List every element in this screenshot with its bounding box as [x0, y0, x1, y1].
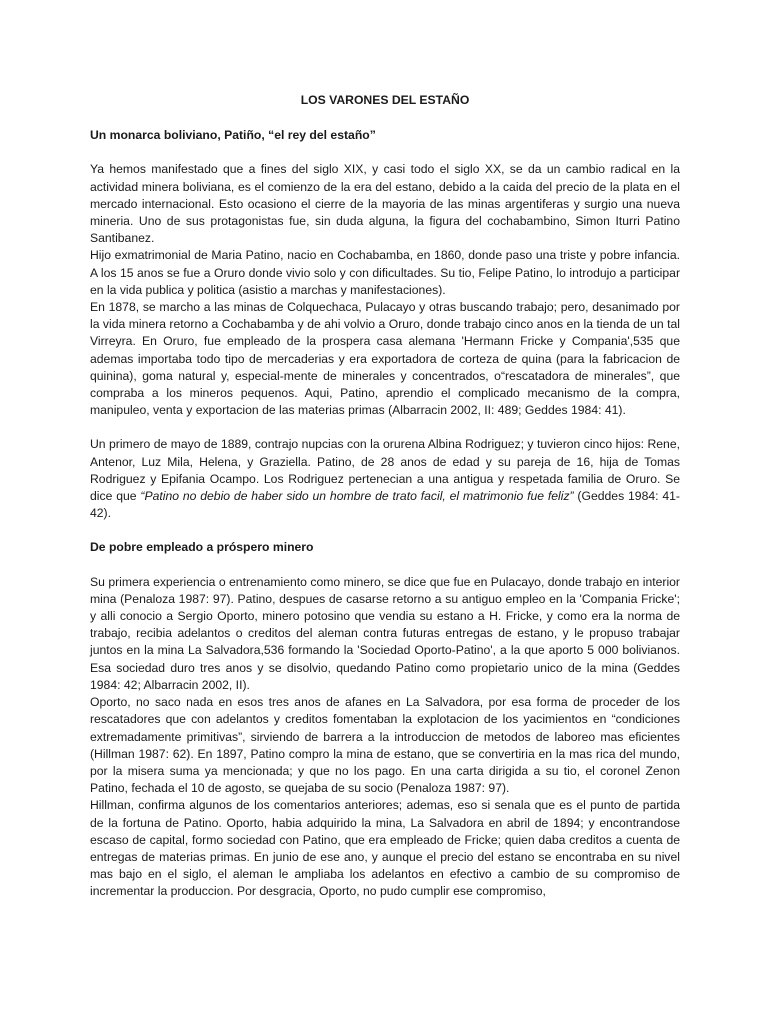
paragraph-hillman: Hillman, confirma algunos de los comentarios anteriores; ademas, eso si senala que es el punto de partida de la fortuna de Patino. Oporto, habia adquirido la mina, La Salvadora en abril de 1894; y encontrandose escaso de capital, formo sociedad con Patino, que era empleado de Fricke; quien daba creditos a cuenta de entregas de materias primas. En junio de ese ano, y aunque el precio del estano se encontraba en su nivel mas bajo en el siglo, el aleman le ampliaba los adelantos en efectivo a cambio de su compromiso de incrementar la produccion. Por desgracia, Oporto, no pudo cumplir ese compromiso, — [90, 798, 680, 899]
section-heading-monarca: Un monarca boliviano, Patiño, “el rey del estaño” — [90, 128, 376, 143]
section-heading-prospero: De pobre empleado a próspero minero — [90, 540, 314, 555]
marriage-text: Un primero de mayo de 1889, contrajo nupcias con la orurena Albina Rodriguez; y tuvieron cinco hijos: Rene, Antenor, Luz Mila, Helena, y Graziella. Patino, de 28 anos de edad y su pareja de 16, hija de Tomas Rodriguez y Epifania Ocampo. Los Rodriguez pertenecian a una antigua y respetada familia de Oruro. Se dice que — [90, 437, 680, 504]
marriage-quote: “Patino no debio de haber sido un hombre de trato facil, el matrimonio fue feliz” — [140, 489, 574, 504]
paragraph-first-experience: Su primera experiencia o entrenamiento como minero, se dice que fue en Pulacayo, donde trabajo en interior mina (Penaloza 1987: 97). Patino, despues de casarse retorno a su antiguo empleo en la 'Compania Fricke'; y alli conocio a Sergio Oporto, minero potosino que vendia su estano a H. Fricke, y como era la norma de trabajo, recibia adelantos o creditos del aleman contra futuras entregas de estano, y le propuso trabajar juntos en la mina La Salvadora,536 formando la 'Sociedad Oporto-Patino', a la que aporto 5 000 bolivianos. Esa sociedad duro tres anos y se disolvio, quedando Patino como propietario unico de la mina (Geddes 1984: 42; Albarracin 2002, II). — [90, 574, 680, 692]
paragraph-childhood: Hijo exmatrimonial de Maria Patino, nacio en Cochabamba, en 1860, donde paso una triste y pobre infancia. A los 15 anos se fue a Oruro donde vivio solo y con dificultades. Su tio, Felipe Patino, lo introdujo a participar en la vida publica y politica (asistio a marchas y manifestaciones). — [90, 248, 680, 297]
paragraph-marriage — [90, 436, 680, 522]
document-page — [90, 92, 680, 901]
document-title: LOS VARONES DEL ESTAÑO — [300, 93, 470, 107]
paragraph-oporto: Oporto, no saco nada en esos tres anos de afanes en La Salvadora, por esa forma de proceder de los rescatadores que con adelantos y creditos fomentaban la explotacion de los yacimientos en “condiciones extremadamente primitivas”, sirviendo de barrera a la introduccion de metodos de laboreo mas eficientes (Hillman 1987: 62). En 1897, Patino compro la mina de estano, que se convertiria en la mas rica del mundo, por la misera suma ya mencionada; y que no los pago. En una carta dirigida a su tio, el coronel Zenon Patino, fechada el 10 de agosto, se quejaba de su socio (Penaloza 1987: 97). — [90, 695, 680, 796]
marriage-citation: (Geddes 1984: 41-42). — [90, 489, 680, 521]
paragraph-early-work: En 1878, se marcho a las minas de Colquechaca, Pulacayo y otras buscando trabajo; pero, desanimado por la vida minera retorno a Cochabamba y de ahi volvio a Oruro, donde trabajo cinco anos en la tienda de un tal Virreyra. En Oruro, fue empleado de la prospera casa alemana 'Hermann Fricke y Compania',535 que ademas importaba todo tipo de mercaderias y era exportadora de corteza de quina (para la fabricacion de quinina), goma natural y, especial-mente de minerales y concentrados, o“rescatadora de minerales”, que compraba a los mineros pequenos. Aqui, Patino, aprendio el complicado mecanismo de la compra, manipuleo, venta y exportacion de las materias primas (Albarracin 2002, II: 489; Geddes 1984: 41). — [90, 300, 680, 418]
paragraph-intro: Ya hemos manifestado que a fines del siglo XIX, y casi todo el siglo XX, se da un cambio radical en la actividad minera boliviana, es el comienzo de la era del estano, debido a la caida del precio de la plata en el mercado internacional. Esto ocasiono el cierre de la mayoria de las minas argentiferas y surgio una nueva mineria. Uno de sus protagonistas fue, sin duda alguna, la figura del cochabambino, Simon Iturri Patino Santibanez. — [90, 162, 680, 246]
